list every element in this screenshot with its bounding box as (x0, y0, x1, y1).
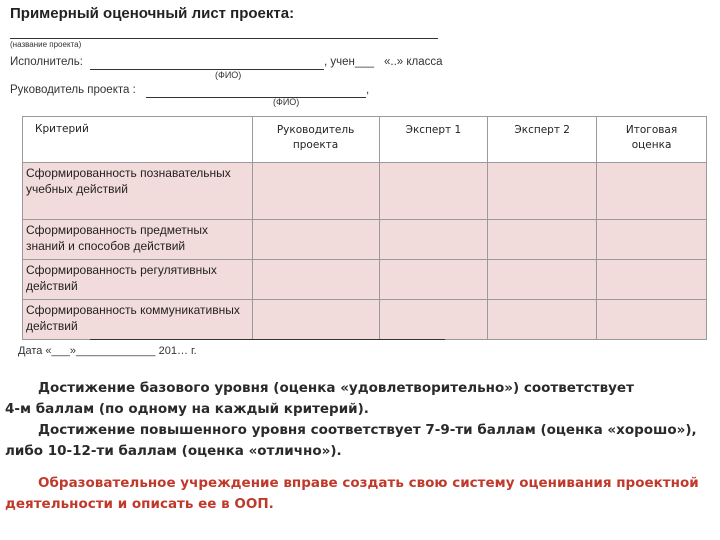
criterion-cognitive: Сформированность познавательных учебных действий (23, 163, 253, 220)
supervisor-trail: , (366, 84, 370, 96)
score-cell[interactable] (252, 163, 379, 220)
col-header-supervisor-text: Руководитель проекта (276, 124, 355, 151)
score-cell[interactable] (597, 260, 707, 300)
executor-student-suffix: , учен___ (324, 56, 375, 68)
table-header-row (23, 117, 707, 163)
supervisor-fio-caption: (ФИО) (273, 97, 300, 107)
executor-fio-caption: (ФИО) (215, 70, 242, 80)
score-cell[interactable] (488, 300, 597, 340)
page-title: Примерный оценочный лист проекта: (10, 5, 295, 22)
project-name-caption: (название проекта) (10, 40, 82, 49)
score-cell[interactable] (252, 260, 379, 300)
criterion-subject: Сформированность предметных знаний и способов действий (23, 220, 253, 260)
score-cell[interactable] (252, 220, 379, 260)
criterion-communicative: Сформированность коммуникативных действий (23, 300, 253, 340)
executor-label: Исполнитель: (10, 56, 83, 68)
supervisor-label: Руководитель проекта : (10, 84, 136, 96)
table-row (23, 260, 707, 300)
col-header-final-score (597, 117, 707, 163)
paragraph-basic-level-line-1: Достижение базового уровня (оценка «удовлетворительно») соответствует (38, 380, 634, 396)
table-row (23, 220, 707, 260)
col-header-criterion: Критерий (23, 117, 253, 163)
score-cell[interactable] (379, 260, 488, 300)
project-name-line (10, 38, 438, 39)
institution-note-line-1: Образовательное учреждение вправе создать свою систему оценивания проектной (38, 475, 699, 491)
paragraph-basic-level-line-2: 4-м баллам (по одному на каждый критерий). (5, 401, 369, 417)
assessment-table (22, 116, 707, 340)
score-cell[interactable] (379, 220, 488, 260)
score-cell[interactable] (488, 260, 597, 300)
executor-fio-line (90, 69, 324, 70)
table-row (23, 300, 707, 340)
score-cell[interactable] (488, 163, 597, 220)
score-cell[interactable] (597, 300, 707, 340)
executor-class-suffix: «..» класса (384, 56, 443, 68)
criterion-regulatory: Сформированность регулятивных действий (23, 260, 253, 300)
score-cell[interactable] (379, 300, 488, 340)
score-cell[interactable] (488, 220, 597, 260)
institution-note-line-2: деятельности и описать ее в ООП. (5, 496, 274, 512)
signature-line (90, 339, 445, 340)
col-header-expert-1: Эксперт 1 (379, 117, 488, 163)
col-header-supervisor (252, 117, 379, 163)
paragraph-advanced-level-line-2: либо 10-12-ти баллам (оценка «отлично»). (5, 443, 342, 459)
col-header-expert-2: Эксперт 2 (488, 117, 597, 163)
score-cell[interactable] (379, 163, 488, 220)
score-cell[interactable] (252, 300, 379, 340)
date-line: Дата «___»_____________ 201… г. (18, 345, 197, 357)
paragraph-advanced-level-line-1: Достижение повышенного уровня соответствует 7-9-ти баллам (оценка «хорошо»), (38, 422, 697, 438)
supervisor-fio-line (146, 97, 366, 98)
col-header-final-score-text: Итоговая оценка (625, 124, 678, 151)
paragraph-basic-level (5, 378, 717, 462)
score-cell[interactable] (597, 220, 707, 260)
score-cell[interactable] (597, 163, 707, 220)
table-row (23, 163, 707, 220)
paragraph-institution-note (5, 473, 717, 515)
